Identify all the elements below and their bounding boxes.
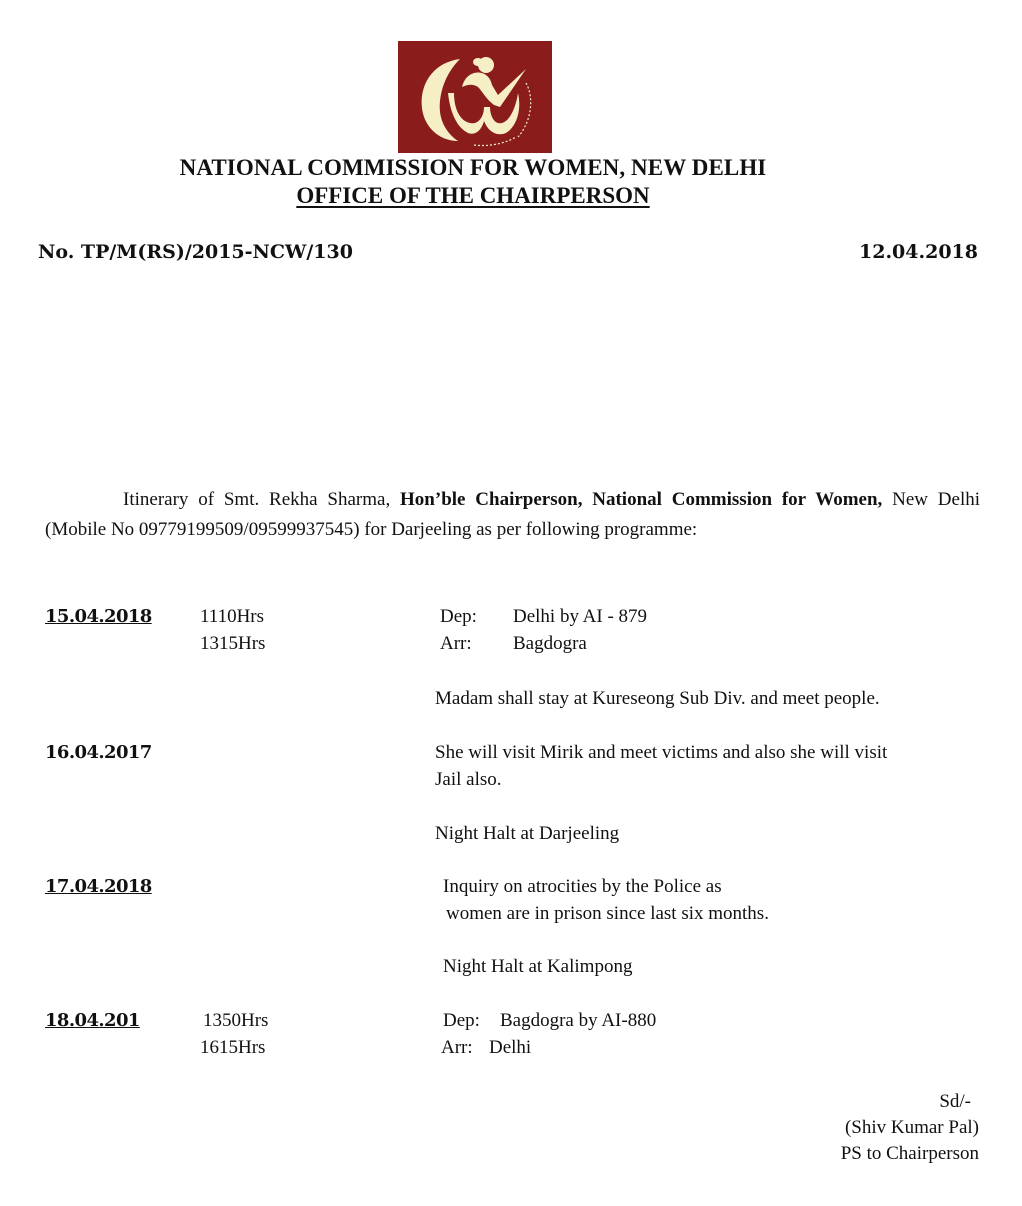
itinerary-label-4-arr: Arr: (441, 1037, 473, 1058)
itinerary-label-1-dep: Dep: (440, 606, 477, 627)
intro-text-1: Itinerary of Smt. Rekha Sharma, (123, 489, 401, 510)
office-title (0, 183, 946, 209)
itinerary-value-1-dep: Delhi by AI - 879 (513, 606, 648, 627)
itinerary-date-2: 16.04.2017 (45, 742, 152, 763)
intro-paragraph (45, 485, 980, 544)
itinerary-date-3: 17.04.2018 (45, 876, 152, 897)
itinerary-value-1-arr: Bagdogra (513, 633, 587, 654)
itinerary-note-3c: Night Halt at Kalimpong (443, 956, 633, 977)
itinerary-time-1-arr: 1315Hrs (200, 633, 266, 654)
organization-title: NATIONAL COMMISSION FOR WOMEN, NEW DELHI (179, 155, 767, 180)
office-title-text: OFFICE OF THE CHAIRPERSON (296, 183, 650, 208)
itinerary-time-4-arr: 1615Hrs (200, 1037, 266, 1058)
signature-designation: PS to Chairperson (840, 1143, 979, 1164)
itinerary-date-1: 15.04.2018 (45, 606, 152, 627)
itinerary-value-4-dep: Bagdogra by AI-880 (500, 1010, 657, 1031)
ncw-logo (398, 41, 552, 153)
itinerary-time-4-dep: 1350Hrs (203, 1010, 269, 1031)
itinerary-value-4-arr: Delhi (489, 1037, 532, 1058)
itinerary-note-2a: She will visit Mirik and meet victims and also she will visit (435, 742, 888, 763)
signature-name: (Shiv Kumar Pal) (844, 1117, 979, 1138)
itinerary-date-4: 18.04.201 (45, 1010, 140, 1031)
itinerary-note-2c: Night Halt at Darjeeling (435, 823, 620, 844)
intro-text-bold: Hon’ble Chairperson, National Commission for Women, (400, 489, 883, 510)
signature-sd: Sd/- (939, 1091, 971, 1112)
itinerary-note-1: Madam shall stay at Kureseong Sub Div. and meet people. (435, 688, 880, 709)
itinerary-note-2b: Jail also. (435, 769, 502, 790)
intro-text-2: New Delhi (Mobile No 09779199509/09599937545) for Darjeeling as per following programme: (45, 489, 981, 540)
itinerary-note-3b: women are in prison since last six months. (446, 903, 769, 924)
ncw-emblem-icon (398, 41, 552, 153)
itinerary-label-4-dep: Dep: (443, 1010, 480, 1031)
itinerary-time-1-dep: 1110Hrs (200, 606, 265, 627)
itinerary-note-3a: Inquiry on atrocities by the Police as (443, 876, 722, 897)
reference-date: 12.04.2018 (859, 241, 978, 263)
reference-number: No. TP/M(RS)/2015-NCW/130 (38, 241, 353, 263)
itinerary-label-1-arr: Arr: (440, 633, 472, 654)
